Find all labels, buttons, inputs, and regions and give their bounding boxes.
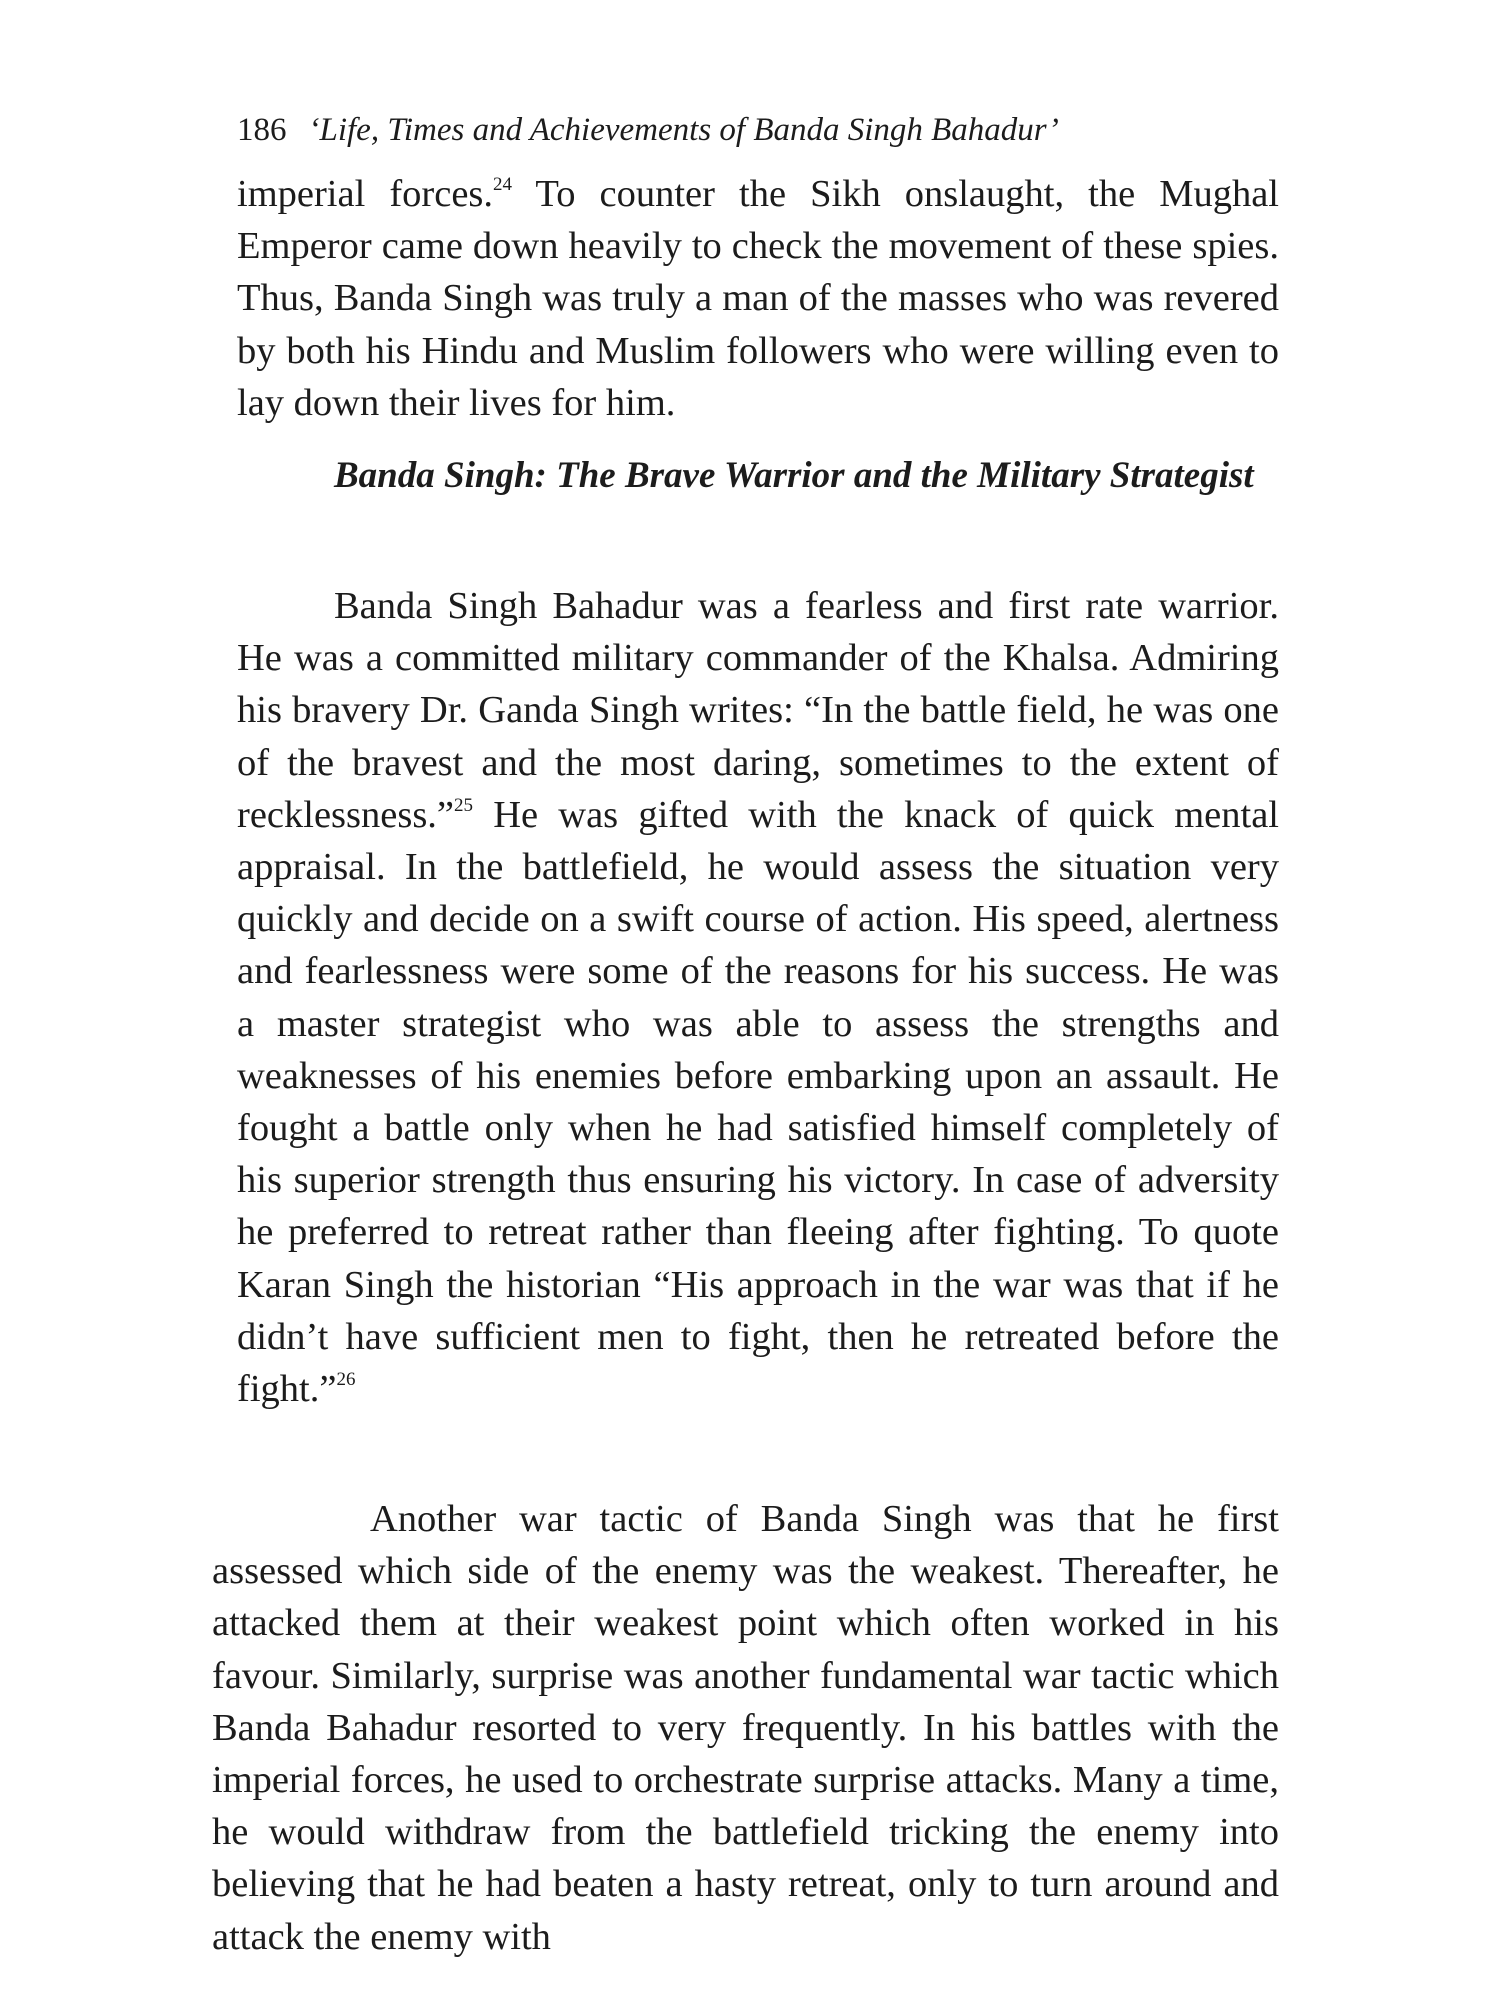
running-header: [237, 110, 1059, 150]
book-title: ‘Life, Times and Achievements of Banda Singh Bahadur’: [308, 112, 1059, 148]
footnote-ref-24: 24: [493, 174, 513, 195]
page-number: 186: [237, 112, 287, 148]
paragraph-3: [212, 1493, 1279, 1963]
paragraph-1-text-b: To counter the Sikh onslaught, the Mughal Emperor came down heavily to check the movement of these spies. Thus, Banda Singh was truly a man of the masses who was revered by both his Hindu and Muslim followers who were willing even to lay down their lives for him.: [237, 173, 1279, 424]
paragraph-3-text: Another war tactic of Banda Singh was that he first assessed which side of the enemy was the weakest. Thereafter, he attacked them at their weakest point which often worked in his favour. Similarly, surprise was another fundamental war tactic which Banda Bahadur resorted to very frequently. In his battles with the imperial forces, he used to orchestrate surprise attacks. Many a time, he would withdraw from the battlefield tricking the enemy into believing that he had beaten a hasty retreat, only to turn around and attack the enemy with: [212, 1498, 1279, 1958]
section-heading: [237, 450, 1279, 502]
paragraph-2-text-a: Banda Singh Bahadur was a fearless and first rate warrior. He was a committed military commander of the Khalsa. Admiring his bravery Dr. Ganda Singh writes: “In the battle field, he was one of the bravest and the most daring, sometimes to the extent of recklessness.”: [237, 585, 1279, 836]
paragraph-2: [237, 580, 1279, 1415]
paragraph-2-text-b: He was gifted with the knack of quick mental appraisal. In the battlefield, he would assess the situation very quickly and decide on a swift course of action. His speed, alertness and fearlessness were some of the reasons for his success. He was a master strategist who was able to assess the strengths and weaknesses of his enemies before embarking upon an assault. He fought a battle only when he had satisfied himself completely of his superior strength thus ensuring his victory. In case of adversity he preferred to retreat rather than fleeing after fighting. To quote Karan Singh the historian “His approach in the war was that if he didn’t have sufficient men to fight, then he retreated before the fight.”: [237, 793, 1279, 1411]
footnote-ref-26: 26: [336, 1369, 356, 1391]
paragraph-1-text-a: imperial forces.: [237, 173, 494, 215]
section-heading-text: Banda Singh: The Brave Warrior and the Military Strategist: [334, 455, 1254, 496]
paragraph-1: [237, 168, 1279, 429]
footnote-ref-25: 25: [454, 794, 474, 816]
